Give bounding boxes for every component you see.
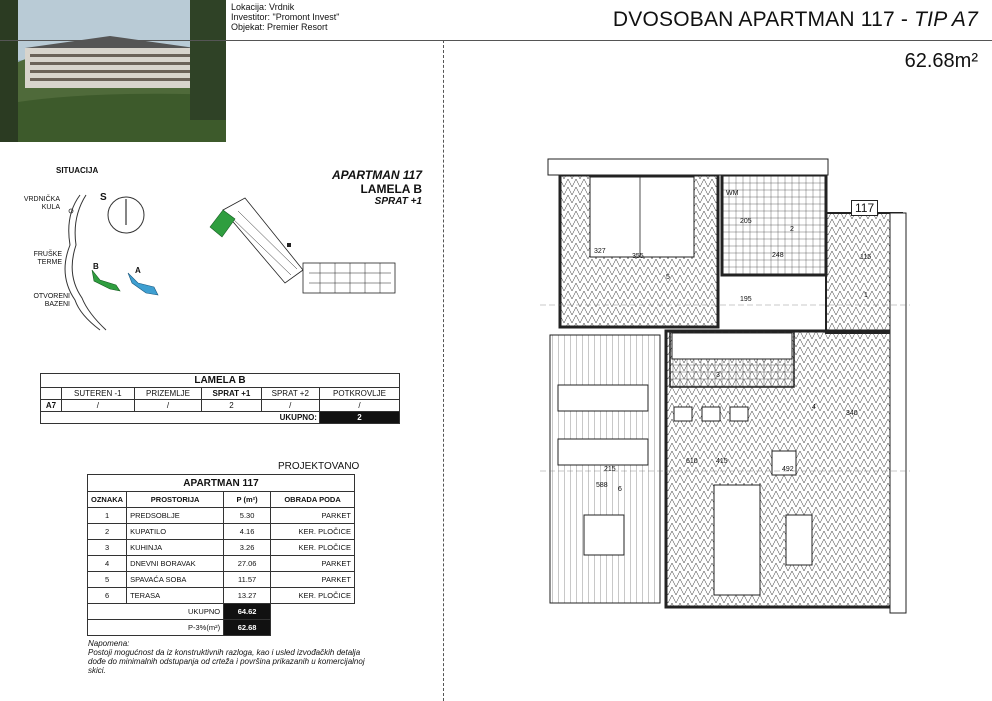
- lamela-corner-cell: [41, 388, 62, 400]
- dim: 205: [740, 218, 752, 225]
- row-area: 4.16: [224, 524, 271, 540]
- investor-text: Investitor: "Promont Invest": [231, 12, 340, 22]
- header-povrsina: P (m²): [224, 492, 271, 508]
- dim: 327: [594, 248, 606, 255]
- row-id: 1: [88, 508, 127, 524]
- title-type: TIP A7: [914, 8, 978, 31]
- location-text: Lokacija: Vrdnik: [231, 2, 295, 12]
- dim: 492: [782, 466, 794, 473]
- building-photo: [0, 0, 226, 142]
- dim: 340: [846, 410, 858, 417]
- row-id: 6: [88, 588, 127, 604]
- page-title: [613, 8, 978, 32]
- room-number: 5: [666, 274, 670, 281]
- row-area: 13.27: [224, 588, 271, 604]
- situacija-label: SITUACIJA: [56, 166, 99, 175]
- sprat-name: SPRAT +1: [374, 196, 422, 207]
- apartment-table: [87, 474, 355, 636]
- place-fruske-terme: FRUŠKE TERME: [33, 251, 62, 266]
- table-row: [88, 556, 355, 572]
- row-floor: KER. PLOČICE: [271, 524, 355, 540]
- dim: 215: [604, 466, 616, 473]
- row-room: PREDSOBLJE: [127, 508, 224, 524]
- object-text: Objekat: Premier Resort: [231, 22, 328, 32]
- row-id: 3: [88, 540, 127, 556]
- row-room: KUPATILO: [127, 524, 224, 540]
- row-room: SPAVAĆA SOBA: [127, 572, 224, 588]
- table-row: [88, 588, 355, 604]
- table-row: [88, 524, 355, 540]
- place-otvoreni-bazeni: OTVORENI BAZENI: [33, 293, 70, 308]
- block-b-label: B: [93, 262, 99, 271]
- row-floor: KER. PLOČICE: [271, 588, 355, 604]
- apartment-area: 62.68m²: [904, 50, 978, 72]
- place-vrdnicka-kula: VRDNIČKA KULA: [23, 196, 60, 211]
- row-area: 5.30: [224, 508, 271, 524]
- dim: 610: [686, 458, 698, 465]
- projektovano-label: PROJEKTOVANO: [278, 461, 360, 472]
- row-area: 3.26: [224, 540, 271, 556]
- plan-apartment-number: 117: [851, 200, 878, 216]
- column-divider: [443, 40, 444, 701]
- row-id: 5: [88, 572, 127, 588]
- compass-letter: S: [100, 192, 107, 203]
- room-number: 4: [812, 404, 816, 411]
- dim: 195: [740, 296, 752, 303]
- header-obrada-poda: OBRADA PODA: [271, 492, 355, 508]
- lamela-col-potkrovlje: POTKROVLJE: [319, 388, 399, 400]
- row-floor: PARKET: [271, 572, 355, 588]
- header-divider: [0, 40, 992, 41]
- dim: 588: [596, 482, 608, 489]
- lamela-val-suteren: /: [62, 400, 135, 412]
- dim: 355: [632, 253, 644, 260]
- dim: 415: [716, 458, 728, 465]
- empty-cell: [271, 620, 355, 636]
- row-room: DNEVNI BORAVAK: [127, 556, 224, 572]
- row-room: KUHINJA: [127, 540, 224, 556]
- header-prostorija: PROSTORIJA: [127, 492, 224, 508]
- floor-plan: [540, 155, 910, 635]
- room-number: 2: [790, 226, 794, 233]
- reduced-label: P-3%(m²): [88, 620, 224, 636]
- apartment-name: APARTMAN 117: [331, 168, 422, 182]
- lamela-col-sprat2: SPRAT +2: [261, 388, 319, 400]
- lamela-col-sprat1: SPRAT +1: [202, 388, 261, 400]
- row-id: 4: [88, 556, 127, 572]
- lamela-val-sprat1: 2: [202, 400, 261, 412]
- row-floor: PARKET: [271, 556, 355, 572]
- note-text: Postoji mogućnost da iz konstruktivnih razloga, kao i usled izvođačkih detalja dođe do minimalnih odstupanja od crteža i površina prikazanih u komercijalnoj skici.: [88, 648, 365, 675]
- table-row: [88, 508, 355, 524]
- empty-cell: [271, 604, 355, 620]
- lamela-table: [40, 373, 400, 424]
- row-room: TERASA: [127, 588, 224, 604]
- row-floor: KER. PLOČICE: [271, 540, 355, 556]
- lamela-row-label: A7: [41, 400, 62, 412]
- total-value: 64.62: [224, 604, 271, 620]
- row-id: 2: [88, 524, 127, 540]
- room-number: 6: [618, 486, 622, 493]
- row-area: 27.06: [224, 556, 271, 572]
- total-label: UKUPNO: [88, 604, 224, 620]
- table-row: [88, 540, 355, 556]
- lamela-val-potkrovlje: /: [319, 400, 399, 412]
- lamela-name: LAMELA B: [360, 182, 422, 196]
- header-oznaka: OZNAKA: [88, 492, 127, 508]
- block-a-label: A: [135, 266, 141, 275]
- lamela-val-sprat2: /: [261, 400, 319, 412]
- lamela-col-suteren: SUTEREN -1: [62, 388, 135, 400]
- lamela-table-title: LAMELA B: [41, 374, 400, 388]
- dim: 115: [860, 254, 872, 261]
- dim: 248: [772, 252, 784, 259]
- row-floor: PARKET: [271, 508, 355, 524]
- building-key-plan: [205, 195, 405, 310]
- reduced-value: 62.68: [224, 620, 271, 636]
- lamela-total-label: UKUPNO:: [41, 412, 320, 424]
- room-number: 3: [716, 372, 720, 379]
- lamela-col-prizemlje: PRIZEMLJE: [134, 388, 202, 400]
- table-row: [88, 572, 355, 588]
- title-main: DVOSOBAN APARTMAN 117 -: [612, 8, 915, 31]
- lamela-total-value: 2: [319, 412, 399, 424]
- note: [88, 639, 368, 675]
- row-area: 11.57: [224, 572, 271, 588]
- room-number: 1: [864, 292, 868, 299]
- lamela-val-prizemlje: /: [134, 400, 202, 412]
- note-title: Napomena:: [88, 639, 130, 648]
- plan-wm-label: WM: [726, 190, 739, 197]
- apartment-table-title: APARTMAN 117: [88, 475, 355, 492]
